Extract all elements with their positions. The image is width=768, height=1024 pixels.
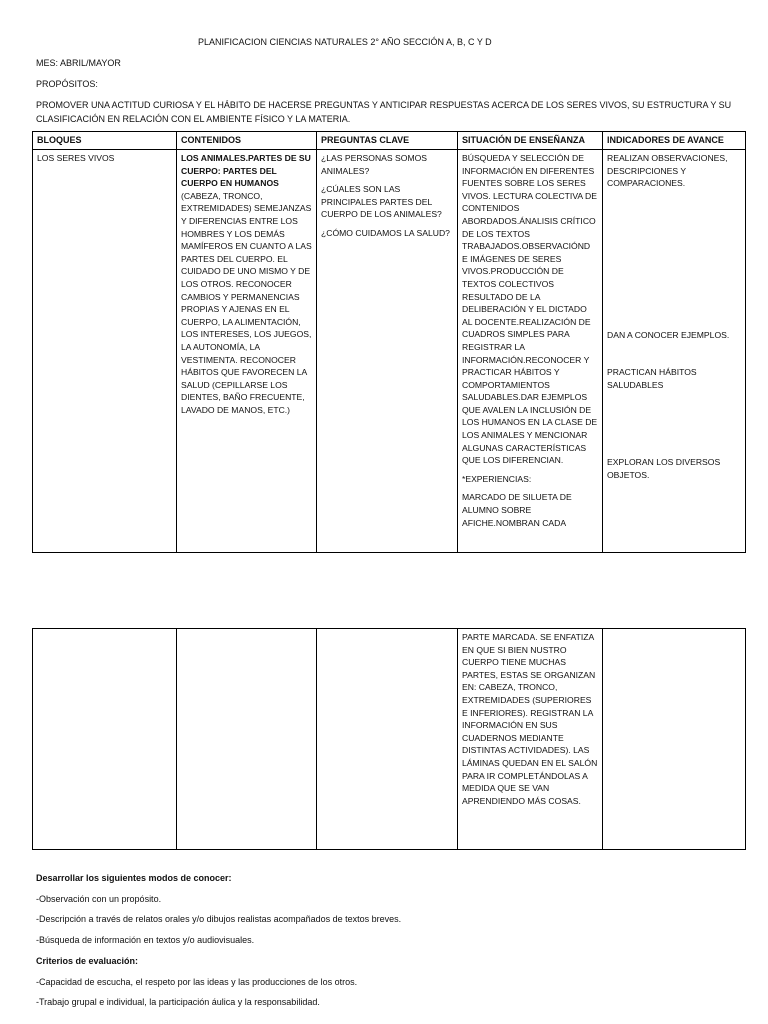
modo-item: -Observación con un propósito. bbox=[36, 894, 162, 904]
purpose-text-line2: CLASIFICACIÓN EN RELACIÓN CON EL AMBIENTE FÍSICO Y LA MATERIA. bbox=[36, 114, 351, 124]
contenidos-heading: LOS ANIMALES.PARTES DE SU CUERPO: PARTES DEL CUERPO EN HUMANOS bbox=[181, 153, 311, 189]
bloque-text: LOS SERES VIVOS bbox=[37, 153, 115, 163]
modos-title: Desarrollar los siguientes modos de conocer: bbox=[36, 873, 232, 883]
cell-situacion bbox=[458, 150, 603, 553]
cell-preguntas-empty bbox=[317, 629, 458, 850]
cell-indicadores-empty bbox=[603, 629, 746, 850]
cell-indicadores bbox=[603, 150, 746, 553]
header-bloques: BLOQUES bbox=[33, 132, 177, 150]
modo-item: -Búsqueda de información en textos y/o audiovisuales. bbox=[36, 935, 255, 945]
criterio-item: -Capacidad de escucha, el respeto por las ideas y las producciones de los otros. bbox=[36, 977, 358, 987]
table-header-row bbox=[33, 132, 746, 150]
indicador-2: DAN A CONOCER EJEMPLOS. bbox=[607, 330, 730, 340]
contenidos-text: (CABEZA, TRONCO, EXTREMIDADES) SEMEJANZAS Y DIFERENCIAS ENTRE LOS HOMBRES Y LOS DEMÁS MAMÍFEROS EN CUANTO A LAS PARTES DEL CUERPO. EL CUIDADO DE UNO MISMO Y DE LOS OTROS. RECONOCER CAMBIOS Y PERMANENCIAS PROPIAS Y AJENAS EN EL CUERPO, LA ALIMENTACIÓN, LOS INTERESES, LOS JUEGOS, LA AUTONOMÍA, LA VESTIMENTA. RECONOCER HÁBITOS QUE FAVORECEN LA SALUD (CEPILLARSE LOS DIENTES, BAÑO FRECUENTE, LAVADO DE MANOS, ETC.) bbox=[181, 190, 312, 415]
experiencias-label: *EXPERIENCIAS: bbox=[462, 473, 532, 484]
month-label: MES: ABRIL/MAYOR bbox=[36, 58, 121, 68]
criterio-item: -Trabajo grupal e individual, la participación áulica y la responsabilidad. bbox=[36, 997, 320, 1007]
indicador-1: REALIZAN OBSERVACIONES, DESCRIPCIONES Y COMPARACIONES. bbox=[607, 153, 728, 189]
header-indicadores-avance: INDICADORES DE AVANCE bbox=[603, 132, 746, 150]
situacion-text: BÚSQUEDA Y SELECCIÓN DE INFORMACIÓN EN DIFERENTES FUENTES SOBRE LOS SERES VIVOS. LECTURA COLECTIVA DE CONTENIDOS ABORDADOS.ÁNALISIS CRÍTICO DE LOS TEXTOS TRABAJADOS.OBSERVACIÓND E IMÁGENES DE SERES VIVOS.PRODUCCIÓN DE TEXTOS COLECTIVOS RESULTADO DE LA DELIBERACIÓN Y EL DICTADO AL DOCENTE.REALIZACIÓN DE CUADROS SIMPLES PARA REGISTRAR LA INFORMACIÓN.RECONOCER Y PRACTICAR HÁBITOS Y COMPORTAMIENTOS SALUDABLES.DAR EJEMPLOS QUE AVALEN LA INCLUSIÓN DE LOS HUMANOS EN LA CLASE DE LOS ANIMALES Y MENCIONAR ALGUNAS CARACTERÍSTICAS QUE LOS DIFERENCIAN. bbox=[462, 153, 598, 466]
cell-situacion-continued bbox=[458, 629, 603, 850]
header-contenidos: CONTENIDOS bbox=[177, 132, 317, 150]
cell-preguntas bbox=[317, 150, 458, 553]
indicador-3: PRACTICAN HÁBITOS SALUDABLES bbox=[607, 367, 697, 390]
purposes-label: PROPÓSITOS: bbox=[36, 79, 98, 89]
planning-table-continued bbox=[32, 628, 746, 850]
table-row bbox=[33, 150, 746, 553]
situacion-page2-text: PARTE MARCADA. SE ENFATIZA EN QUE SI BIEN NUSTRO CUERPO TIENE MUCHAS PARTES, ESTAS SE ORGANIZAN EN: CABEZA, TRONCO, EXTREMIDADES (SUPERIORES E INFERIORES). REGISTRAN LA INFORMACIÓN EN SUS CUADERNOS MEDIANTE DISTINTAS ACTIVIDADES). LAS LÁMINAS QUEDAN EN EL SALÓN PARA IR COMPLETÁNDOLAS A MEDIDA QUE SE VAN APRENDIENDO MÁS COSAS. bbox=[462, 632, 598, 806]
pregunta-1: ¿LAS PERSONAS SOMOS ANIMALES? bbox=[321, 153, 428, 176]
criterios-title: Criterios de evaluación: bbox=[36, 956, 139, 966]
cell-bloque bbox=[33, 150, 177, 553]
table-row bbox=[33, 629, 746, 850]
header-preguntas-clave: PREGUNTAS CLAVE bbox=[317, 132, 458, 150]
cell-bloque-empty bbox=[33, 629, 177, 850]
header-situacion-ensenanza: SITUACIÓN DE ENSEÑANZA bbox=[458, 132, 603, 150]
modo-item: -Descripción a través de relatos orales y/o dibujos realistas acompañados de textos breves. bbox=[36, 914, 402, 924]
planning-table bbox=[32, 131, 746, 553]
indicador-4: EXPLORAN LOS DIVERSOS OBJETOS. bbox=[607, 457, 721, 480]
cell-contenidos bbox=[177, 150, 317, 553]
purpose-text-line1: PROMOVER UNA ACTITUD CURIOSA Y EL HÁBITO DE HACERSE PREGUNTAS Y ANTICIPAR RESPUESTAS ACERCA DE LOS SERES VIVOS, SU ESTRUCTURA Y SU bbox=[36, 100, 732, 110]
cell-contenidos-empty bbox=[177, 629, 317, 850]
pregunta-2: ¿CÚALES SON LAS PRINCIPALES PARTES DEL CUERPO DE LOS ANIMALES? bbox=[321, 184, 442, 220]
pregunta-3: ¿CÓMO CUIDAMOS LA SALUD? bbox=[321, 227, 450, 238]
document-title: PLANIFICACION CIENCIAS NATURALES 2° AÑO SECCIÓN A, B, C Y D bbox=[198, 37, 492, 47]
situacion-continuation: MARCADO DE SILUETA DE ALUMNO SOBRE AFICHE.NOMBRAN CADA bbox=[462, 492, 572, 528]
